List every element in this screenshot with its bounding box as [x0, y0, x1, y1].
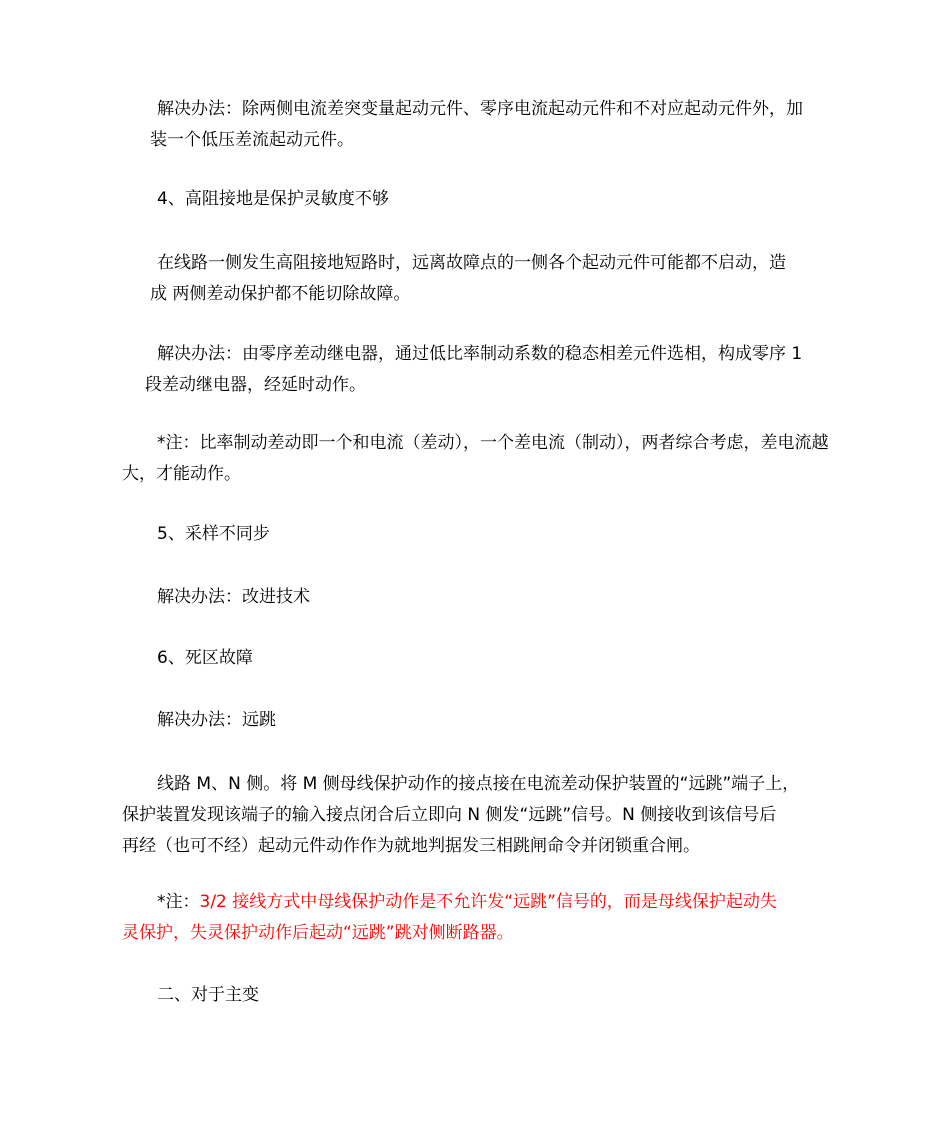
paragraph-line: 解决办法：远跳 — [157, 710, 276, 730]
highlighted-text: 3/2 接线方式中母线保护动作是不允许发“远跳”信号的，而是母线保护起动失 — [199, 892, 777, 912]
highlighted-text: 灵保护，失灵保护动作后起动“远跳”跳对侧断路器。 — [122, 923, 514, 943]
solution-paragraph-zero-sequence — [122, 339, 834, 401]
heading-text: 6、死区故障 — [157, 648, 253, 668]
heading-text: 5、采样不同步 — [157, 524, 270, 544]
solution-paragraph-low-voltage — [122, 94, 834, 156]
paragraph-line: 成 两侧差动保护都不能切除故障。 — [150, 284, 411, 304]
note-prefix: *注： — [157, 892, 200, 912]
paragraph-line — [122, 887, 834, 918]
paragraph-high-resistance-fault — [122, 248, 834, 310]
solution-remote-trip — [122, 705, 834, 736]
heading-4-high-resistance — [122, 184, 834, 215]
paragraph-line: 解决办法：由零序差动继电器，通过低比率制动系数的稳态相差元件选相，构成零序 1 — [157, 344, 803, 364]
heading-text: 4、高阻接地是保护灵敏度不够 — [157, 189, 389, 209]
paragraph-line: 大，才能动作。 — [122, 464, 241, 484]
paragraph-line: 解决办法：改进技术 — [157, 587, 310, 607]
note-ratio-restraint — [122, 428, 834, 490]
solution-improve-tech — [122, 582, 834, 613]
paragraph-line: *注：比率制动差动即一个和电流（差动），一个差电流（制动），两者综合考虑，差电流越 — [157, 433, 829, 453]
paragraph-line: 段差动继电器，经延时动作。 — [145, 375, 366, 395]
heading-5-sampling — [122, 519, 834, 550]
heading-6-dead-zone — [122, 643, 834, 674]
heading-two-main-transformer — [122, 980, 834, 1011]
paragraph-remote-trip-detail — [122, 769, 834, 862]
paragraph-line: 解决办法：除两侧电流差突变量起动元件、零序电流起动元件和不对应起动元件外，加 — [157, 99, 803, 119]
paragraph-line: 线路 M、N 侧。将 M 侧母线保护动作的接点接在电流差动保护装置的“远跳”端子上， — [157, 774, 800, 794]
paragraph-line: 保护装置发现该端子的输入接点闭合后立即向 N 侧发“远跳”信号。N 侧接收到该信号后 — [122, 805, 777, 825]
note-breaker-failure — [122, 887, 834, 949]
paragraph-line: 再经（也可不经）起动元件动作作为就地判据发三相跳闸命令并闭锁重合闸。 — [122, 836, 700, 856]
paragraph-line: 装一个低压差流起动元件。 — [150, 130, 354, 150]
paragraph-line: 在线路一侧发生高阻接地短路时，远离故障点的一侧各个起动元件可能都不启动，造 — [157, 253, 786, 273]
heading-text: 二、对于主变 — [157, 985, 259, 1005]
